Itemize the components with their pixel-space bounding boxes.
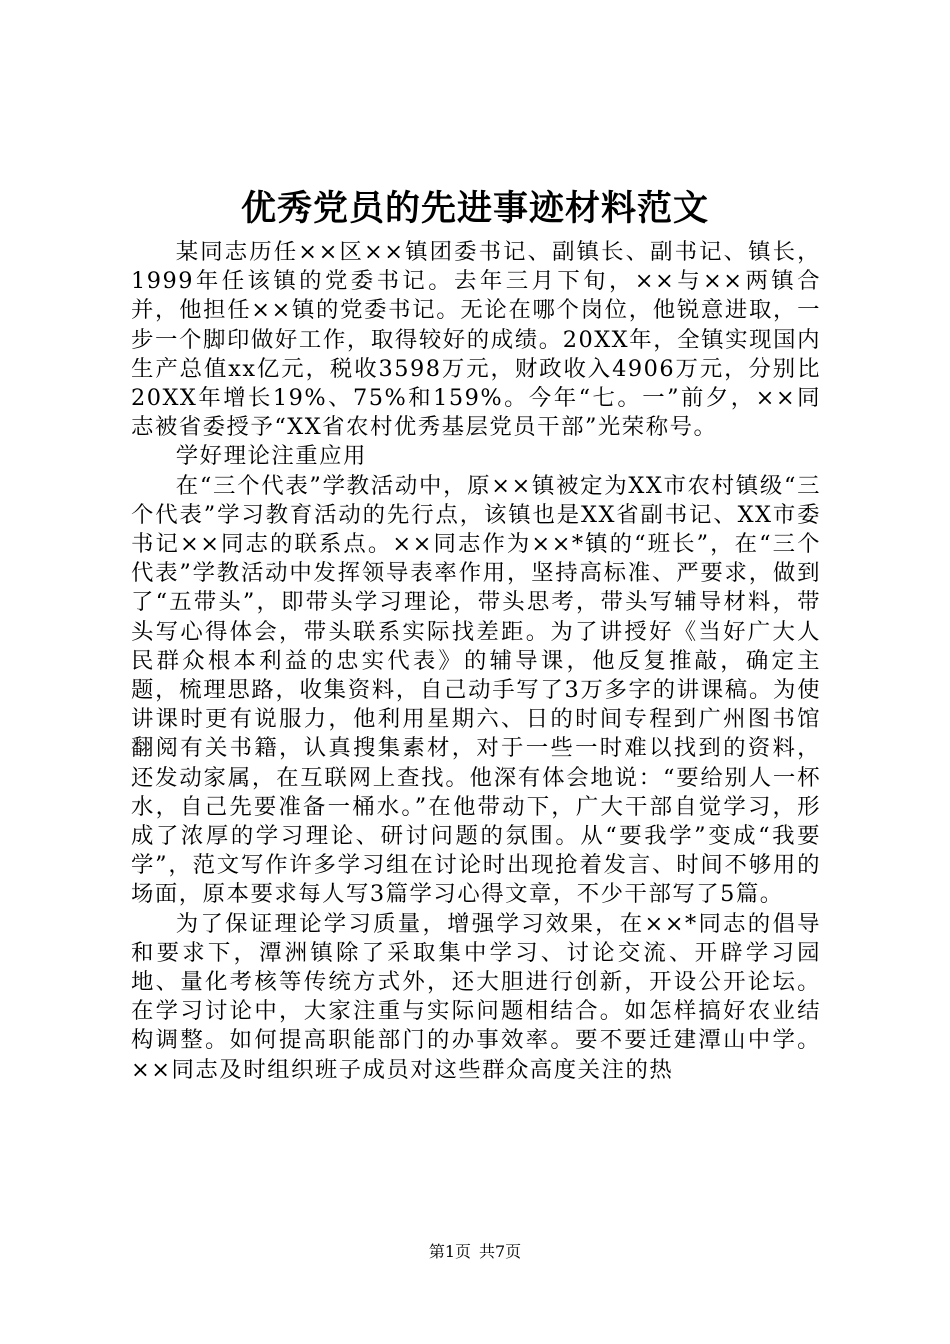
section-heading: 学好理论注重应用: [175, 443, 367, 470]
page-total: 共7页: [479, 1242, 522, 1261]
paragraph-intro: 某同志历任××区××镇团委书记、副镇长、副书记、镇长，1999年任该镇的党委书记。去年三月下旬，××与××两镇合并，他担任××镇的党委书记。无论在哪个岗位，他锐意进取，一步一个脚印做好工作，取得较好的成绩。20XX年，全镇实现国内生产总值xx亿元，税收3598万元，财政收入4906万元，分别比20XX年增长19%、75%和159%。今年“七。一”前夕，××同志被省委授予“XX省农村优秀基层党员干部”光荣称号。: [131, 239, 821, 441]
paragraph-quality: 为了保证理论学习质量，增强学习效果，在××*同志的倡导和要求下，潭洲镇除了采取集中学习、讨论交流、开辟学习园地、量化考核等传统方式外，还大胆进行创新，开设公开论坛。在学习讨论中，大家注重与实际问题相结合。如怎样搞好农业结构调整。如何提高职能部门的办事效率。要不要迁建潭山中学。××同志及时组织班子成员对这些群众高度关注的热: [131, 910, 821, 1083]
page-number: 第1页: [428, 1242, 471, 1261]
document-body: [131, 238, 821, 1085]
page-footer: [0, 1241, 950, 1263]
document-title: 优秀党员的先进事迹材料范文: [240, 188, 709, 229]
paragraph-study: 在“三个代表”学教活动中，原××镇被定为XX市农村镇级“三个代表”学习教育活动的先行点，该镇也是XX省副书记、XX市委书记××同志的联系点。××同志作为××*镇的“班长”，在“三个代表”学教活动中发挥领导表率作用，坚持高标准、严要求，做到了“五带头”，即带头学习理论，带头思考，带头写辅导材料，带头写心得体会，带头联系实际找差距。为了讲授好《当好广大人民群众根本利益的忠实代表》的辅导课，他反复推敲，确定主题，梳理思路，收集资料，自己动手写了3万多字的讲课稿。为使讲课时更有说服力，他利用星期六、日的时间专程到广州图书馆翻阅有关书籍，认真搜集素材，对于一些一时难以找到的资料，还发动家属，在互联网上查找。他深有体会地说：“要给别人一杯水，自己先要准备一桶水。”在他带动下，广大干部自觉学习，形成了浓厚的学习理论、研讨问题的氛围。从“要我学”变成“我要学”，范文写作许多学习组在讨论时出现抢着发言、时间不够用的场面，原本要求每人写3篇学习心得文章，不少干部写了5篇。: [131, 472, 821, 908]
